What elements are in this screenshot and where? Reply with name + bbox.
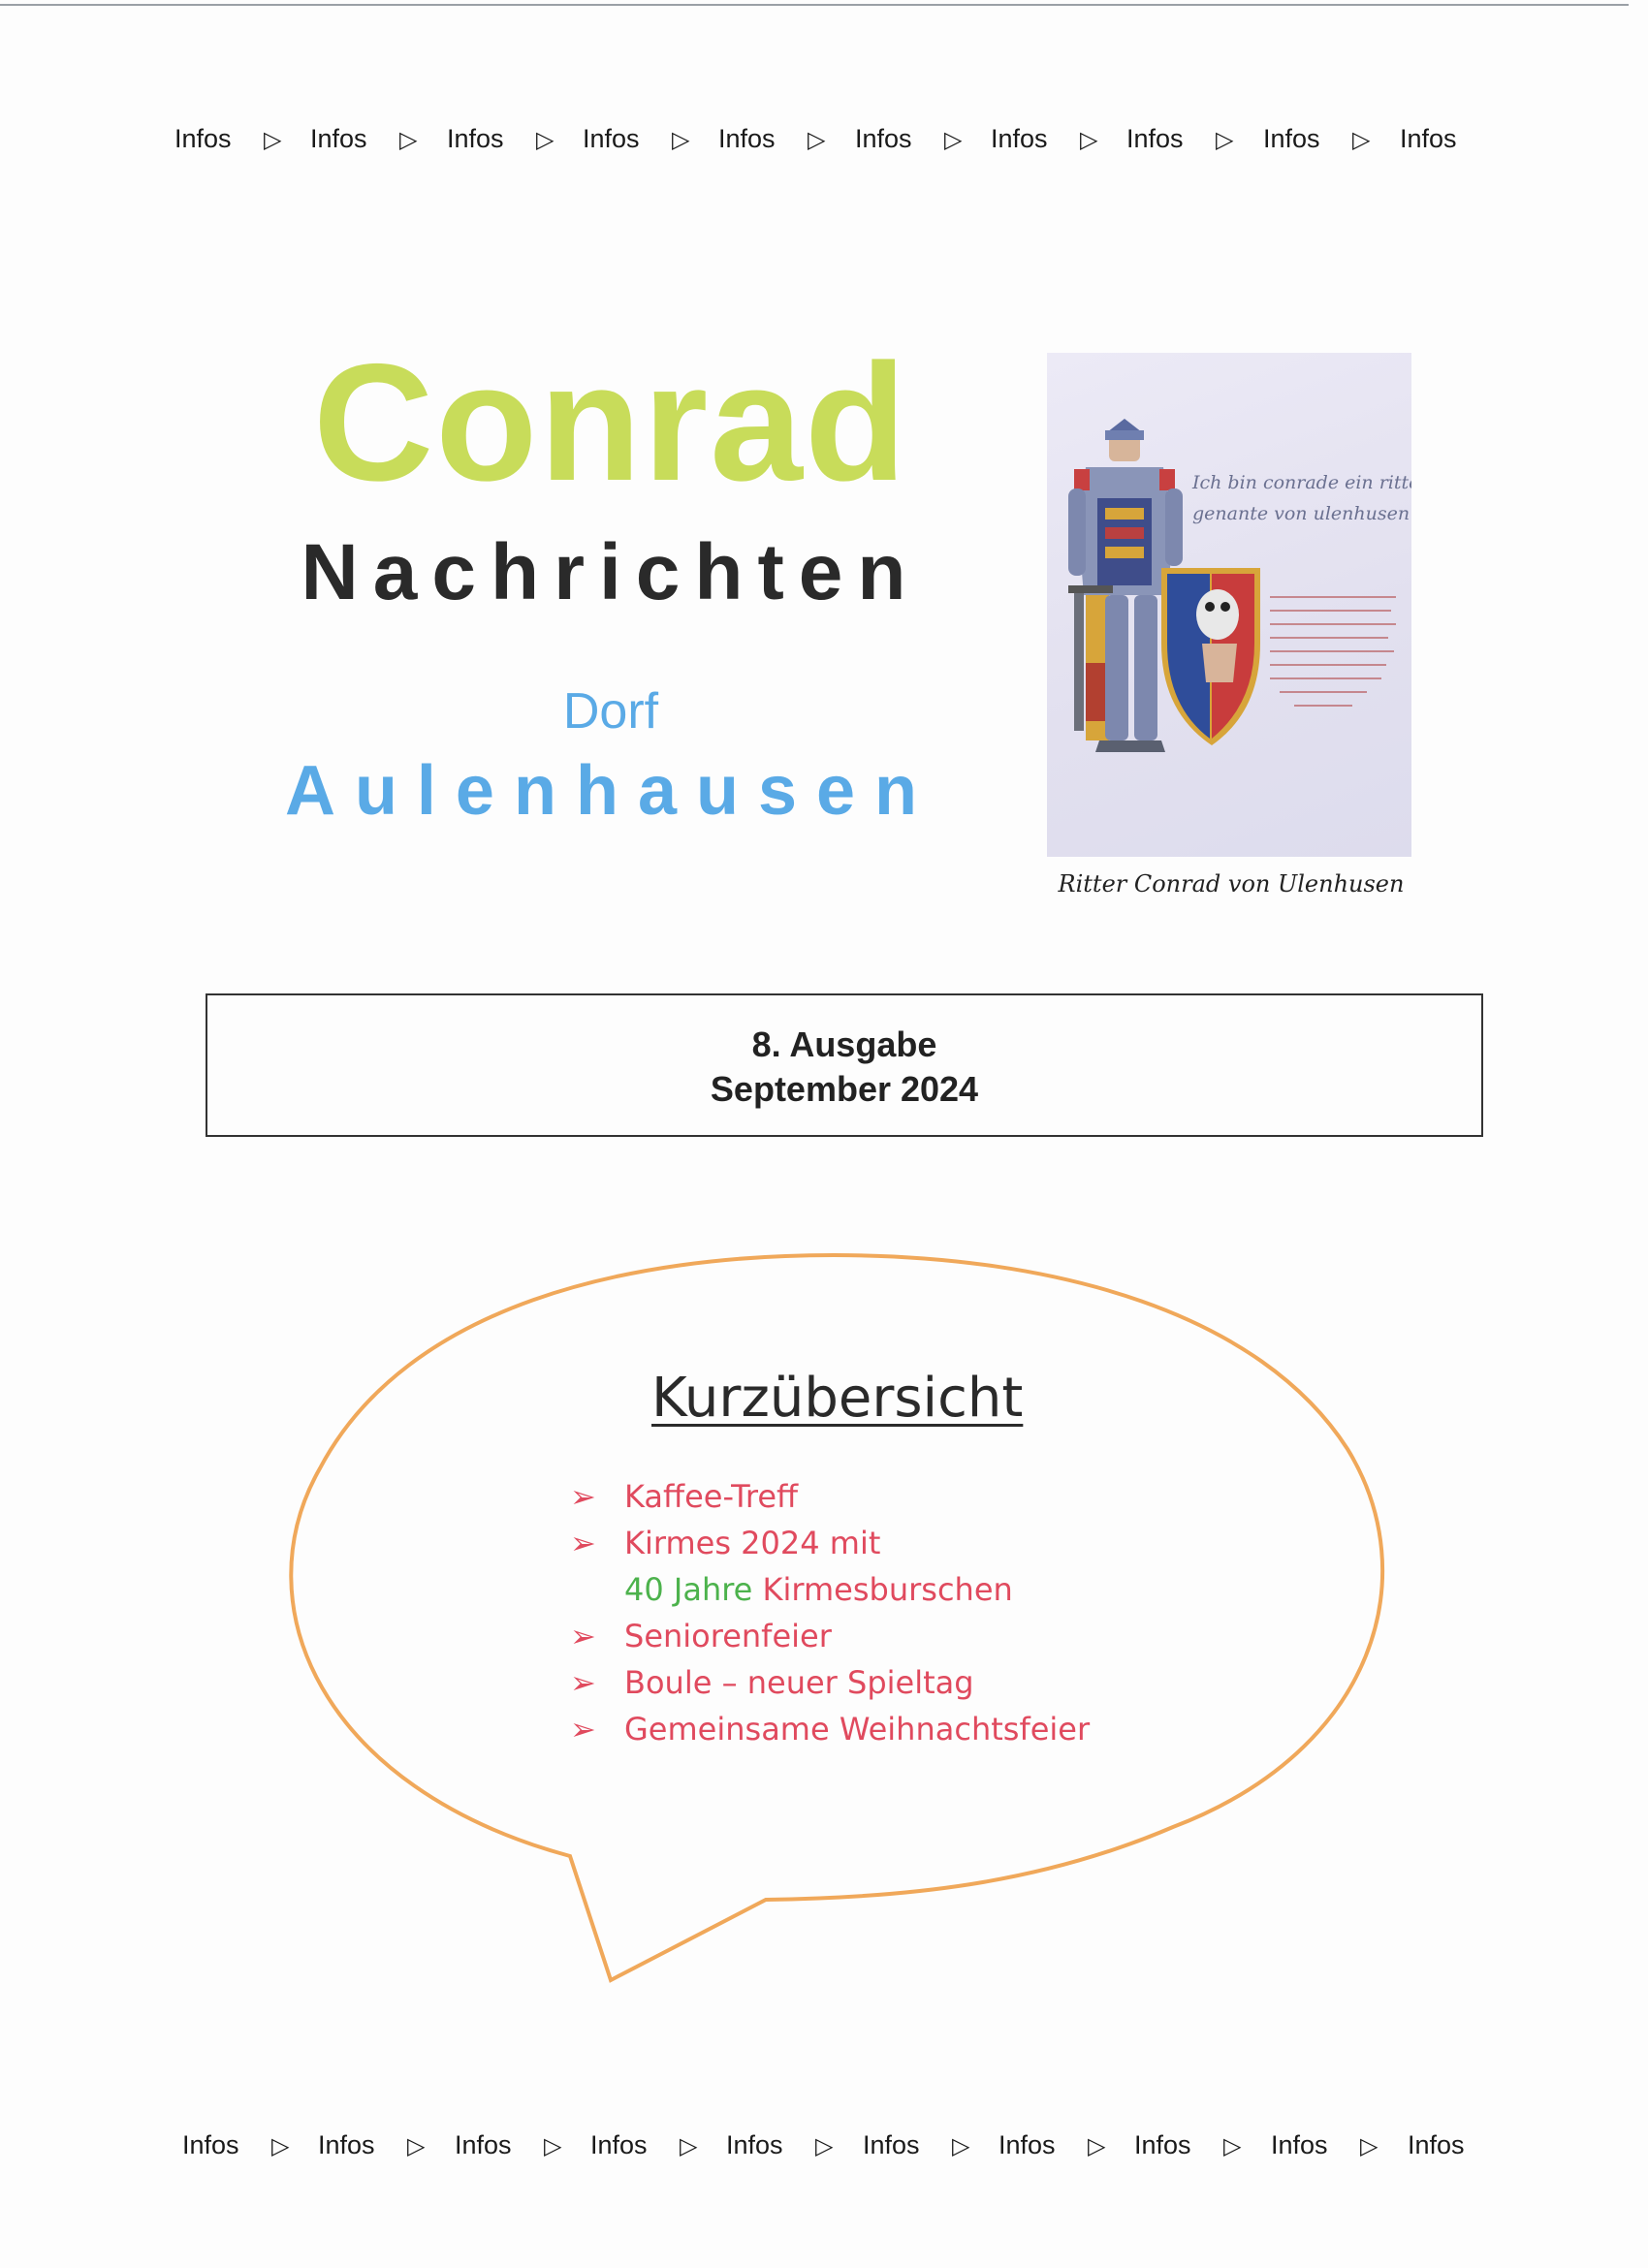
inscription-line: genante von ulenhusen: [1192, 503, 1410, 524]
triangle-right-icon: ▷: [544, 2133, 562, 2159]
infos-label: Infos: [182, 2130, 239, 2159]
infos-label: Infos: [590, 2130, 648, 2159]
triangle-right-icon: ▷: [1352, 127, 1371, 153]
infos-label: Infos: [1134, 2130, 1191, 2159]
knight-portrait-image: [1047, 353, 1411, 857]
triangle-right-icon: ▷: [271, 2133, 290, 2159]
triangle-right-icon: ▷: [1080, 127, 1098, 153]
arrow-bullet-icon: ➢: [570, 1478, 596, 1515]
knight-illustration-icon: [1047, 353, 1411, 857]
list-item-highlight: 40 Jahre: [624, 1571, 753, 1608]
arrow-bullet-icon: ➢: [570, 1664, 596, 1701]
triangle-right-icon: ▷: [952, 2133, 970, 2159]
triangle-right-icon: ▷: [536, 127, 555, 153]
masthead-subtitle: Nachrichten: [301, 528, 921, 616]
infos-label: Infos: [863, 2130, 920, 2159]
infos-row-bottom: [0, 2130, 1648, 2169]
masthead-title: Conrad: [313, 330, 908, 516]
arrow-bullet-icon: ➢: [570, 1711, 596, 1748]
infos-label: Infos: [310, 124, 367, 153]
list-item: [562, 1659, 1090, 1706]
village-prefix: Dorf: [562, 683, 659, 740]
triangle-right-icon: ▷: [672, 127, 690, 153]
infos-label: Infos: [718, 124, 776, 153]
list-item-text: Seniorenfeier: [624, 1618, 832, 1654]
triangle-right-icon: ▷: [1088, 2133, 1106, 2159]
triangle-right-icon: ▷: [944, 127, 963, 153]
issue-box: [206, 993, 1483, 1137]
list-item-text: Kirmes 2024 mit: [624, 1525, 881, 1561]
triangle-right-icon: ▷: [1360, 2133, 1379, 2159]
summary-title: Kurzübersicht: [651, 1367, 1024, 1430]
list-item-text: Gemeinsame Weihnachtsfeier: [624, 1711, 1091, 1748]
list-item: [562, 1613, 1090, 1659]
list-item: [562, 1706, 1090, 1752]
issue-date: September 2024: [710, 1069, 979, 1109]
infos-label: Infos: [318, 2130, 375, 2159]
arrow-bullet-icon: ➢: [570, 1618, 596, 1654]
triangle-right-icon: ▷: [680, 2133, 698, 2159]
triangle-right-icon: ▷: [264, 127, 282, 153]
infos-label: Infos: [1263, 124, 1320, 153]
triangle-right-icon: ▷: [815, 2133, 834, 2159]
inscription-line: Ich bin conrade ein ritter: [1192, 472, 1411, 493]
triangle-right-icon: ▷: [407, 2133, 426, 2159]
infos-label: Infos: [583, 124, 640, 153]
top-rule: [0, 4, 1629, 6]
list-item-text: Kaffee-Treff: [624, 1478, 799, 1515]
list-item-text: Boule – neuer Spieltag: [624, 1664, 974, 1701]
list-item: [562, 1520, 1090, 1613]
summary-list: [562, 1473, 1090, 1752]
infos-label: Infos: [726, 2130, 783, 2159]
village-name: Aulenhausen: [284, 752, 937, 830]
infos-label: Infos: [447, 124, 504, 153]
infos-label: Infos: [998, 2130, 1056, 2159]
portrait-caption: Ritter Conrad von Ulenhusen: [1058, 870, 1405, 898]
infos-label: Infos: [991, 124, 1048, 153]
triangle-right-icon: ▷: [399, 127, 418, 153]
triangle-right-icon: ▷: [808, 127, 826, 153]
infos-label: Infos: [1400, 124, 1457, 153]
infos-label: Infos: [455, 2130, 512, 2159]
triangle-right-icon: ▷: [1216, 127, 1234, 153]
infos-label: Infos: [855, 124, 912, 153]
infos-label: Infos: [1408, 2130, 1465, 2159]
arrow-bullet-icon: ➢: [570, 1525, 596, 1561]
infos-label: Infos: [1126, 124, 1184, 153]
triangle-right-icon: ▷: [1223, 2133, 1242, 2159]
infos-label: Infos: [1271, 2130, 1328, 2159]
issue-number: 8. Ausgabe: [751, 1024, 937, 1064]
infos-row-top: [0, 124, 1648, 163]
list-item-text: Kirmesburschen: [752, 1571, 1013, 1608]
list-item: [562, 1473, 1090, 1520]
infos-label: Infos: [174, 124, 232, 153]
